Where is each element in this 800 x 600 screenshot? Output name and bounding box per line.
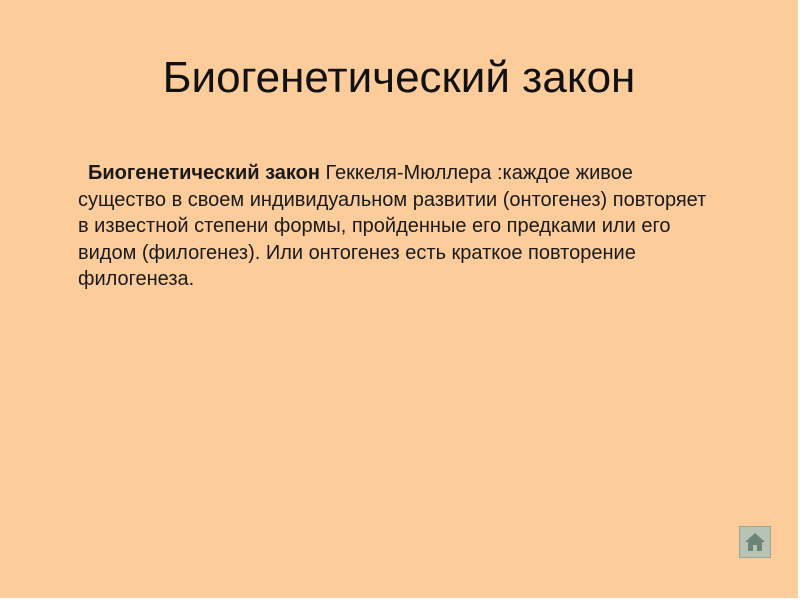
slide-title: Биогенетический закон bbox=[162, 53, 636, 102]
home-icon bbox=[740, 527, 770, 557]
body-text: Геккеля-Мюллера :каждое живое существо в своем индивидуальном развитии (онтогенез) повторяет в известной степени формы, пройденные его предками или его видом (филогенез). Или онтогенез есть краткое повторение филогенеза. bbox=[78, 162, 707, 290]
slide-body bbox=[78, 160, 718, 293]
term-bold: Биогенетический закон bbox=[88, 162, 320, 184]
home-button[interactable] bbox=[739, 526, 771, 558]
